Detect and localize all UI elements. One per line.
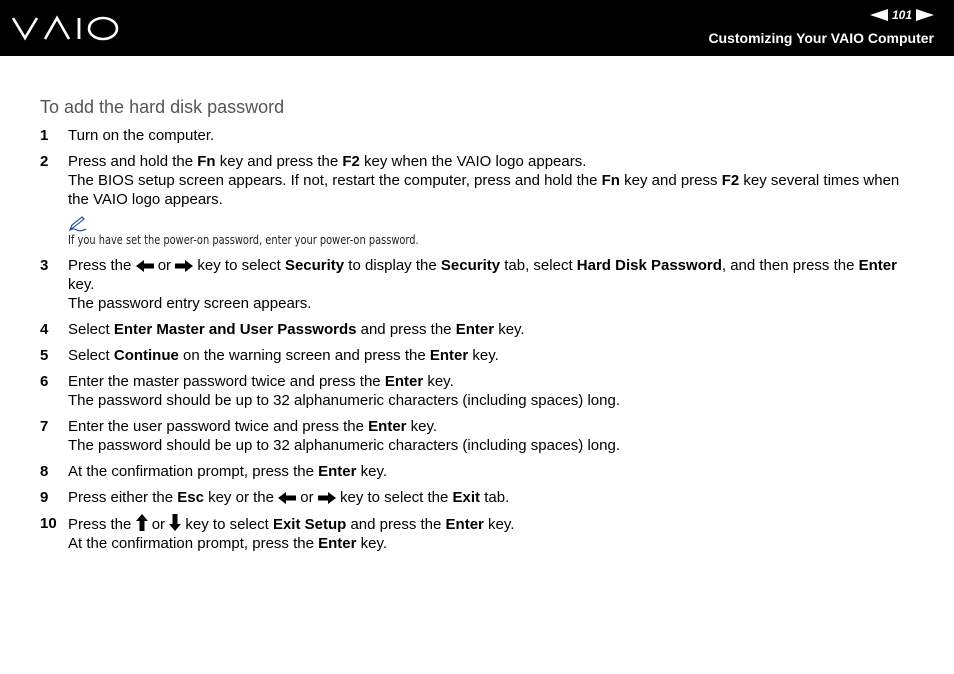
page-content	[40, 96, 920, 560]
steps-list	[40, 126, 920, 553]
note-block	[40, 216, 920, 248]
key-name: Enter	[858, 257, 897, 274]
key-name: F2	[721, 172, 740, 189]
page-number: 101	[891, 8, 912, 22]
key-name: Enter	[384, 373, 424, 390]
key-name: Enter Master and User Passwords	[113, 321, 357, 338]
step-text: Press either the Esc key or the or key to select the Exit tab.	[68, 489, 510, 506]
key-name: Hard Disk Password	[576, 257, 722, 274]
key-name: Esc	[177, 489, 204, 506]
procedure-step	[40, 126, 920, 145]
page-header	[0, 0, 954, 56]
section-title: Customizing Your VAIO Computer	[708, 30, 934, 46]
step-text: Enter the user password twice and press the Enter key. The password should be up to 32 alphanumeric characters (including spaces) long.	[68, 418, 620, 454]
key-name: F2	[342, 153, 360, 170]
right-arrow-icon	[318, 492, 336, 504]
step-text: Press the or key to select Exit Setup and press the Enter key. At the confirmation prompt, press the Enter key.	[68, 516, 515, 552]
step-number: 3	[40, 257, 49, 274]
key-name: Enter	[368, 418, 407, 435]
step-number: 2	[40, 153, 49, 170]
down-arrow-icon	[169, 514, 181, 531]
next-page-icon[interactable]	[916, 9, 934, 21]
step-number: 6	[40, 373, 49, 390]
key-name: Enter	[455, 321, 495, 338]
step-number: 9	[40, 489, 49, 506]
page-navigator	[870, 7, 934, 23]
step-text: Select Enter Master and User Passwords and press the Enter key.	[68, 321, 525, 338]
step-number: 8	[40, 463, 49, 480]
key-name: Exit Setup	[272, 516, 347, 533]
procedure-step	[40, 152, 920, 209]
vaio-logo	[11, 14, 121, 42]
key-name: Enter	[429, 347, 469, 364]
key-name: Continue	[113, 347, 179, 364]
procedure-title: To add the hard disk password	[40, 97, 285, 117]
step-text: Enter the master password twice and press the Enter key. The password should be up to 32 alphanumeric characters (including spaces) long.	[68, 373, 620, 409]
up-arrow-icon	[136, 514, 148, 531]
procedure-step	[40, 417, 920, 455]
procedure-step	[40, 488, 920, 507]
step-number: 1	[40, 127, 49, 144]
procedure-step	[40, 346, 920, 365]
step-number: 5	[40, 347, 49, 364]
right-arrow-icon	[175, 260, 193, 272]
key-name: Security	[440, 257, 501, 274]
key-name: Enter	[318, 535, 357, 552]
key-name: Fn	[601, 172, 620, 189]
step-number: 10	[40, 515, 57, 532]
key-name: Enter	[318, 463, 357, 480]
left-arrow-icon	[278, 492, 296, 504]
step-text: Press and hold the Fn key and press the F2 key when the VAIO logo appears. The BIOS setup screen appears. If not, restart the computer, press and hold the Fn key and press F2 key several times when the VAIO logo appears.	[68, 153, 900, 208]
note-text: If you have set the power-on password, enter your power-on password.	[68, 233, 419, 247]
procedure-step	[40, 462, 920, 481]
procedure-step	[40, 320, 920, 339]
step-text: Turn on the computer.	[68, 127, 215, 144]
key-name: Exit	[452, 489, 481, 506]
procedure-step	[40, 514, 920, 553]
pencil-note-icon	[68, 216, 88, 232]
key-name: Fn	[197, 153, 216, 170]
key-name: Security	[284, 257, 345, 274]
step-text: At the confirmation prompt, press the Enter key.	[68, 463, 388, 480]
step-number: 7	[40, 418, 49, 435]
step-text: Select Continue on the warning screen and press the Enter key.	[68, 347, 499, 364]
step-number: 4	[40, 321, 49, 338]
step-text: Press the or key to select Security to display the Security tab, select Hard Disk Password, and then press the Enter key. The password entry screen appears.	[68, 257, 897, 312]
left-arrow-icon	[136, 260, 154, 272]
key-name: Enter	[445, 516, 484, 533]
procedure-step	[40, 256, 920, 313]
procedure-step	[40, 372, 920, 410]
previous-page-icon[interactable]	[870, 9, 888, 21]
